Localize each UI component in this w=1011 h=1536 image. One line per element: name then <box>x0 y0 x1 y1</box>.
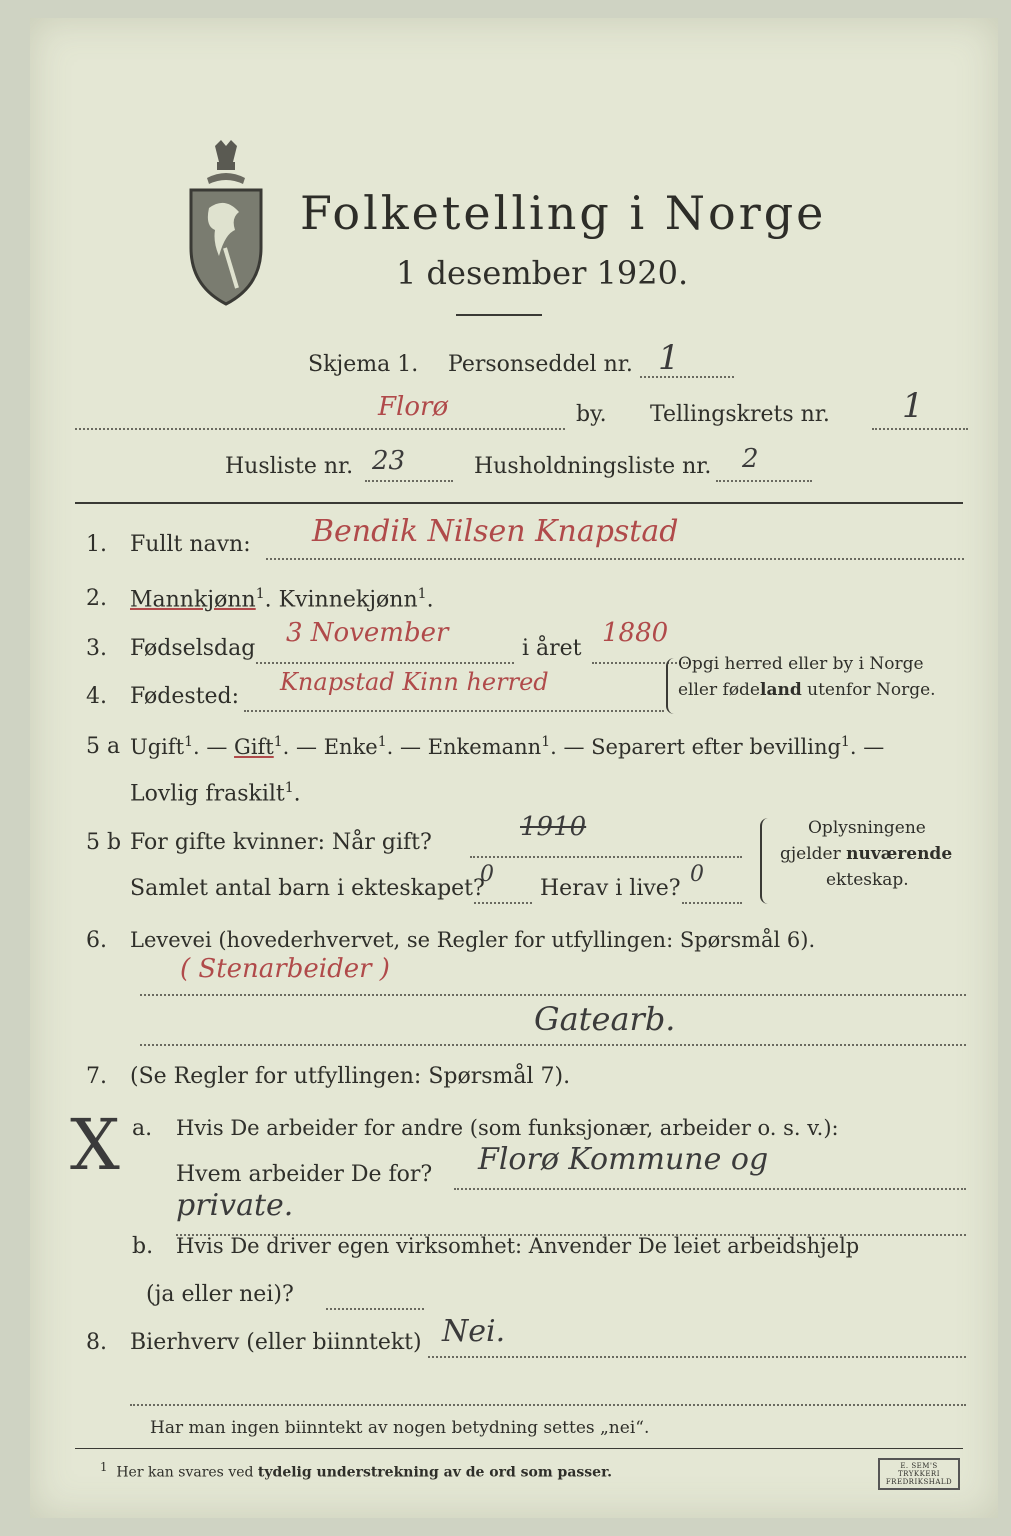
personseddel-value: 1 <box>658 338 680 378</box>
q6-number: 6. <box>86 928 107 953</box>
birthplace-note-2: eller fødeland utenfor Norge. <box>678 680 936 700</box>
side-income-label: Bierhverv (eller biinntekt) <box>130 1330 422 1355</box>
married-year-value: 1910 <box>520 812 587 842</box>
gender-male: Mannkjønn <box>130 587 256 613</box>
birthyear-label: i året <box>522 636 582 661</box>
marital-status-options: Ugift$^1$. — Gift$^1$. — Enke$^1$. — Enkemann$^1$. — Separert efter bevilling$^1$. — <box>130 734 885 759</box>
section-divider <box>75 502 963 504</box>
q1-label: Fullt navn: <box>130 532 251 557</box>
hired-help-label: (ja eller nei)? <box>146 1282 294 1307</box>
q7a-letter: a. <box>132 1116 153 1141</box>
by-value: Florø <box>378 392 449 422</box>
birthplace-value: Knapstad Kinn herred <box>280 668 549 696</box>
q2-number: 2. <box>86 586 107 611</box>
birthdate-label: Fødselsdag <box>130 636 256 661</box>
husliste-label: Husliste nr. <box>225 454 354 479</box>
title-divider <box>456 314 542 316</box>
census-form-sheet <box>30 18 998 1518</box>
marital-lovlig: Lovlig fraskilt$^1$. <box>130 780 301 807</box>
employer-value-2: private. <box>176 1188 294 1223</box>
children-alive-value: 0 <box>690 862 704 887</box>
form-title: Folketelling i Norge <box>300 186 827 240</box>
married-when-label: For gifte kvinner: Når gift? <box>130 830 432 855</box>
husholdning-label: Husholdningsliste nr. <box>474 454 712 479</box>
children-label: Samlet antal barn i ekteskapet? <box>130 876 485 901</box>
gender-female: Kvinnekjønn <box>278 587 418 613</box>
tellingskrets-label: Tellingskrets nr. <box>650 402 830 427</box>
husholdning-value: 2 <box>742 444 759 474</box>
birthdate-value: 3 November <box>286 618 449 648</box>
q8-number: 8. <box>86 1330 107 1355</box>
birthplace-label: Fødested: <box>130 684 240 709</box>
q1-number: 1. <box>86 532 107 557</box>
footnote: $^1$ Her kan svares ved tydelig understrekning av de ord som passer. <box>100 1460 613 1481</box>
footer-note: Har man ingen biinntekt av nogen betydning settes „nei“. <box>150 1418 650 1438</box>
employer-label: Hvem arbeider De for? <box>176 1162 433 1187</box>
children-alive-label: Herav i live? <box>540 876 681 901</box>
q7-number: 7. <box>86 1064 107 1089</box>
q4-number: 4. <box>86 684 107 709</box>
by-label: by. <box>576 402 607 427</box>
marital-gift: Gift <box>234 735 274 759</box>
personseddel-label: Personseddel nr. <box>448 352 633 377</box>
birthplace-note-1: Opgi herred eller by i Norge <box>678 654 924 674</box>
tellingskrets-value: 1 <box>902 386 924 426</box>
birthyear-value: 1880 <box>602 618 669 648</box>
skjema-label: Skjema 1. <box>308 352 419 377</box>
husliste-value: 23 <box>372 446 406 476</box>
q5a-number: 5 a <box>86 734 121 759</box>
census-date: 1 desember 1920. <box>396 254 689 292</box>
marriage-note-1: Oplysningene <box>808 818 926 838</box>
gender-options: Mannkjønn$^1$. Kvinnekjønn$^1$. <box>130 586 434 613</box>
q7b-letter: b. <box>132 1234 154 1259</box>
q7-label: (Se Regler for utfyllingen: Spørsmål 7). <box>130 1064 571 1089</box>
side-income-value: Nei. <box>442 1314 506 1349</box>
coat-of-arms-icon <box>185 138 267 308</box>
children-value: 0 <box>480 862 494 887</box>
q7a-text: Hvis De arbeider for andre (som funksjonær, arbeider o. s. v.): <box>176 1116 839 1140</box>
occupation-label: Levevei (hovederhvervet, se Regler for utfyllingen: Spørsmål 6). <box>130 928 816 952</box>
q7-cross-mark: X <box>70 1104 120 1186</box>
printer-stamp: E. SEM'S TRYKKERI FREDRIKSHALD <box>878 1458 960 1490</box>
q7b-text: Hvis De driver egen virksomhet: Anvender De leiet arbeidshjelp <box>176 1234 860 1258</box>
q5b-number: 5 b <box>86 830 122 855</box>
full-name-value: Bendik Nilsen Knapstad <box>312 514 679 549</box>
employer-value-1: Florø Kommune og <box>478 1142 769 1177</box>
marriage-note-2: gjelder nuværende <box>780 844 953 864</box>
occupation-value-1: ( Stenarbeider ) <box>180 954 390 984</box>
q3-number: 3. <box>86 636 107 661</box>
marriage-note-3: ekteskap. <box>826 870 909 890</box>
occupation-value-2: Gatearb. <box>534 1000 676 1038</box>
